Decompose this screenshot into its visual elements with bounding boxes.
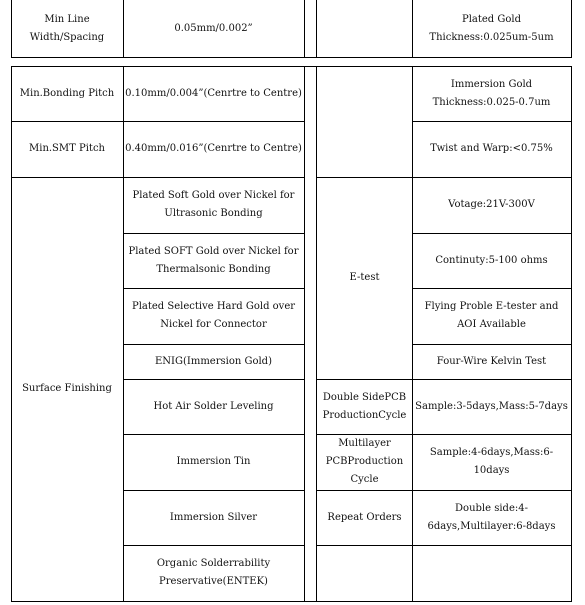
table-border — [316, 0, 317, 58]
cycle-value: Sample:4-6days,Mass:6-10days — [429, 447, 554, 476]
table-border — [316, 434, 572, 435]
cycle-value: Double side:4-6days,Multilayer:6-8days — [427, 502, 556, 532]
table-border — [123, 545, 305, 546]
table-border — [11, 0, 12, 58]
surface-finishing-label: Surface Finishing — [22, 383, 112, 394]
min-smt-pitch-value: 0.40mm/0.016”(Cenrtre to Centre) — [125, 143, 302, 154]
finish-item: Plated Soft Gold over Nickel for Ultrasonic Bonding — [132, 190, 295, 219]
e-test-item: Flying Proble E-tester and AOI Available — [424, 301, 559, 330]
min-line-width-value: 0.05mm/0.002” — [174, 23, 253, 34]
cycle-value: Sample:3-5days,Mass:5-7days — [415, 400, 568, 412]
table-border — [123, 233, 305, 234]
immersion-gold-thickness: Immersion Gold Thickness:0.025-0.7um — [432, 78, 551, 108]
table-border — [316, 177, 572, 178]
table-border — [11, 121, 305, 122]
table-border — [412, 344, 572, 345]
table-border — [412, 66, 413, 602]
table-border — [11, 177, 305, 178]
table-border — [123, 66, 124, 602]
finish-item: Immersion Tin — [176, 456, 251, 467]
table-border — [123, 0, 124, 58]
finish-item: ENIG(Immersion Gold) — [155, 355, 272, 367]
table-border — [123, 344, 305, 345]
finish-item: Hot Air Solder Leveling — [153, 400, 274, 412]
table-border — [412, 121, 572, 122]
table-border — [11, 66, 572, 67]
e-test-item: Continuty:5-100 ohms — [435, 254, 548, 266]
cycle-label: Double SidePCB ProductionCycle — [322, 391, 407, 421]
table-border — [11, 57, 572, 58]
min-line-width-label: Min Line Width/Spacing — [29, 14, 105, 43]
table-border — [412, 288, 572, 289]
table-border — [412, 233, 572, 234]
table-border — [123, 379, 305, 380]
finish-item: Plated SOFT Gold over Nickel for Thermalsonic Bonding — [128, 245, 299, 275]
finish-item: Organic Solderrability Preservative(ENTEK) — [156, 558, 271, 587]
table-border — [123, 288, 305, 289]
e-test-item: Four-Wire Kelvin Test — [436, 355, 547, 367]
e-test-item: Votage:21V-300V — [448, 199, 535, 210]
table-border — [316, 379, 572, 380]
finish-item: Immersion Silver — [169, 511, 258, 523]
table-border — [304, 0, 305, 58]
e-test-label: E-test — [349, 272, 380, 283]
table-border — [11, 601, 572, 602]
table-border — [304, 66, 305, 602]
table-border — [11, 66, 12, 602]
table-border — [316, 490, 572, 491]
finish-item: Plated Selective Hard Gold over Nickel for Connector — [131, 301, 296, 330]
table-border — [571, 66, 572, 602]
table-border — [412, 0, 413, 58]
table-border — [316, 545, 572, 546]
cycle-label: Repeat Orders — [327, 511, 402, 523]
table-border — [571, 0, 572, 58]
plated-gold-thickness: Plated Gold Thickness:0.025um-5um — [429, 14, 554, 43]
min-bonding-pitch-value: 0.10mm/0.004”(Cenrtre to Centre) — [125, 87, 302, 99]
table-border — [123, 434, 305, 435]
cycle-label: Multilayer PCBProduction Cycle — [325, 438, 404, 485]
table-border — [123, 490, 305, 491]
table-border — [316, 66, 317, 602]
twist-and-warp: Twist and Warp:<0.75% — [430, 143, 553, 154]
min-smt-pitch-label: Min.SMT Pitch — [29, 143, 105, 154]
min-bonding-pitch-label: Min.Bonding Pitch — [19, 87, 115, 99]
